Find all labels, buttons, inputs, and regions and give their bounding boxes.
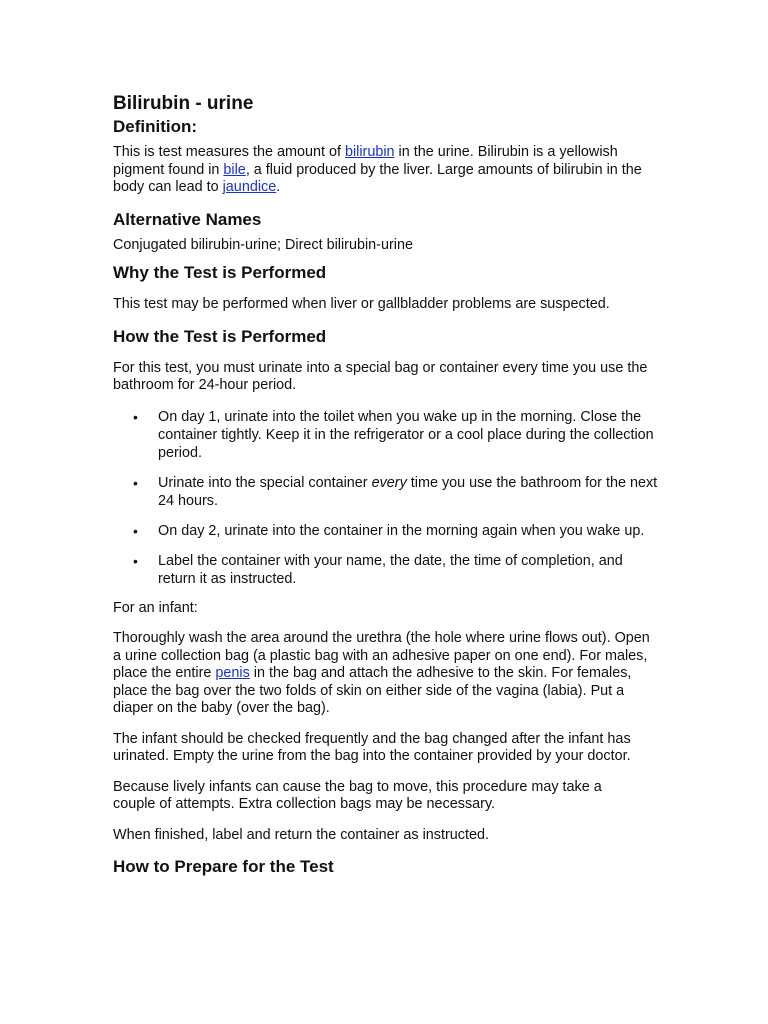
- alternative-names-text: Conjugated bilirubin-urine; Direct bilirubin-urine: [113, 236, 413, 253]
- jaundice-link[interactable]: jaundice: [222, 179, 277, 195]
- infant-paragraph-3: Because lively infants can cause the bag to move, this procedure may take a couple of attempts. Extra collection bags may be necessary.: [113, 778, 602, 812]
- alternative-names-heading: Alternative Names: [113, 209, 262, 229]
- definition-heading: Definition:: [113, 117, 198, 136]
- step-text-before: Urinate into the special container: [158, 474, 372, 491]
- how-heading: How the Test is Performed: [113, 326, 327, 346]
- bile-link[interactable]: bile: [223, 161, 246, 178]
- penis-link[interactable]: penis: [215, 665, 250, 681]
- step-text: Label the container with your name, the date, the time of completion, and return it as instructed.: [158, 552, 623, 587]
- bullet: •: [133, 474, 138, 491]
- step-text: On day 2, urinate into the container in the morning again when you wake up.: [158, 522, 645, 539]
- definition-text-4: .: [276, 179, 281, 195]
- list-item: [113, 552, 663, 588]
- infant-paragraph-1: [113, 630, 653, 718]
- step-text: On day 1, urinate into the toilet when you wake up in the morning. Close the container tightly. Keep it in the refrigerator or a cool place during the collection period.: [158, 408, 654, 461]
- infant-text-1a: Thoroughly wash the area around the urethra (the hole where urine flows out). Open a urine collection bag (a plastic bag with an adhesive paper on one end). For males, place the entire: [113, 630, 650, 681]
- prepare-heading: How to Prepare for the Test: [113, 857, 334, 876]
- step-text-after: time you use the bathroom for the next 24 hours.: [158, 474, 658, 509]
- definition-text-2: in the urine. Bilirubin is a yellowish pigment found in: [113, 144, 618, 178]
- bullet: •: [133, 552, 138, 569]
- infant-label: For an infant:: [113, 599, 198, 616]
- why-text: This test may be performed when liver or gallbladder problems are suspected.: [113, 296, 610, 312]
- page-title: Bilirubin - urine: [113, 93, 254, 114]
- list-item: [113, 522, 663, 540]
- bilirubin-link[interactable]: bilirubin: [344, 144, 395, 160]
- definition-text-1: This is test measures the amount of: [113, 144, 345, 160]
- finish-text: When finished, label and return the container as instructed.: [113, 826, 489, 843]
- infant-text-1b: in the bag and attach the adhesive to the skin. For females, place the bag over the two folds of skin on either side of the vagina (labia). Put a diaper on the baby (over the bag).: [113, 665, 632, 716]
- bullet: •: [133, 522, 138, 539]
- infant-paragraph-2: The infant should be checked frequently and the bag changed after the infant has urinated. Empty the urine from the bag into the container provided by your doctor.: [113, 730, 631, 764]
- steps-list: [113, 408, 663, 588]
- bullet: •: [133, 408, 138, 425]
- definition-paragraph: [113, 144, 648, 197]
- how-intro: For this test, you must urinate into a special bag or container every time you use the bathroom for 24-hour period.: [113, 359, 648, 393]
- why-heading: Why the Test is Performed: [113, 263, 327, 282]
- list-item: [113, 474, 663, 510]
- document-page: [113, 92, 663, 878]
- list-item: [113, 408, 663, 462]
- definition-text-3: , a fluid produced by the liver. Large amounts of bilirubin in the body can lead to: [113, 161, 642, 195]
- step-emphasis: every: [371, 474, 407, 491]
